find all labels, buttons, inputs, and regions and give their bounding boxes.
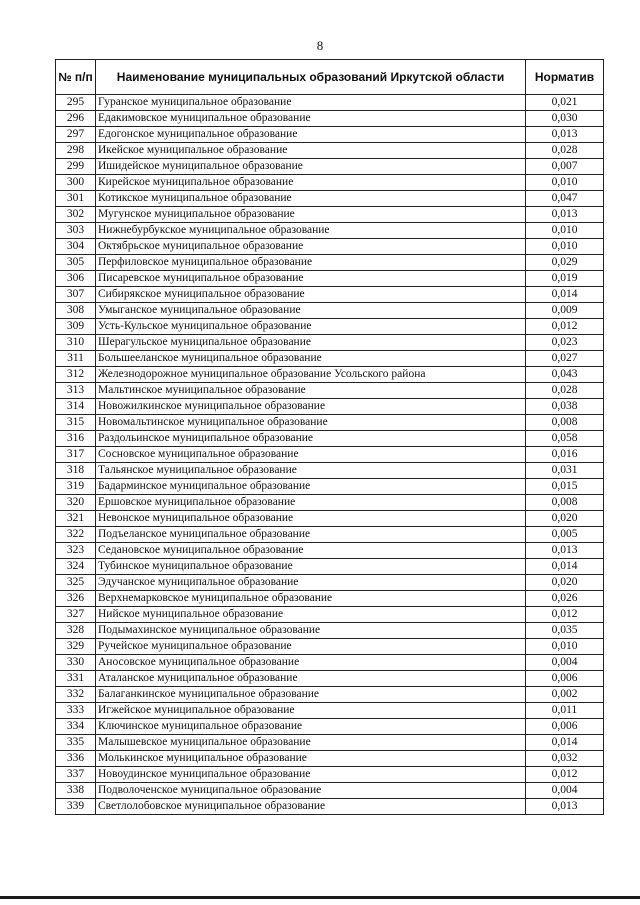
row-name: Писаревское муниципальное образование — [96, 271, 526, 287]
page-number: 8 — [316, 38, 324, 53]
row-number: 323 — [56, 543, 96, 559]
table-row — [56, 239, 604, 255]
row-name: Нижнебурбукское муниципальное образование — [96, 223, 526, 239]
row-number: 302 — [56, 207, 96, 223]
row-norm: 0,038 — [526, 399, 604, 415]
table-row — [56, 367, 604, 383]
row-number: 325 — [56, 575, 96, 591]
row-name: Железнодорожное муниципальное образование Усольского района — [96, 367, 526, 383]
row-number: 317 — [56, 447, 96, 463]
table-row — [56, 303, 604, 319]
row-number: 296 — [56, 111, 96, 127]
row-name: Подволоченское муниципальное образование — [96, 783, 526, 799]
table-header-row — [56, 60, 604, 95]
row-norm: 0,006 — [526, 719, 604, 735]
row-norm: 0,013 — [526, 207, 604, 223]
row-name: Нийское муниципальное образование — [96, 607, 526, 623]
row-name: Новоудинское муниципальное образование — [96, 767, 526, 783]
row-norm: 0,010 — [526, 175, 604, 191]
row-norm: 0,019 — [526, 271, 604, 287]
row-name: Раздольинское муниципальное образование — [96, 431, 526, 447]
row-number: 322 — [56, 527, 96, 543]
row-number: 337 — [56, 767, 96, 783]
row-number: 295 — [56, 95, 96, 111]
row-number: 311 — [56, 351, 96, 367]
table-row — [56, 623, 604, 639]
row-norm: 0,013 — [526, 799, 604, 815]
row-name: Сосновское муниципальное образование — [96, 447, 526, 463]
row-name: Тальянское муниципальное образование — [96, 463, 526, 479]
row-number: 312 — [56, 367, 96, 383]
row-norm: 0,014 — [526, 559, 604, 575]
row-norm: 0,006 — [526, 671, 604, 687]
row-norm: 0,028 — [526, 143, 604, 159]
table-row — [56, 271, 604, 287]
row-norm: 0,026 — [526, 591, 604, 607]
norms-table — [55, 59, 604, 815]
row-norm: 0,012 — [526, 607, 604, 623]
row-name: Эдучанское муниципальное образование — [96, 575, 526, 591]
row-number: 309 — [56, 319, 96, 335]
row-number: 339 — [56, 799, 96, 815]
header-name: Наименование муниципальных образований Иркутской области — [96, 60, 526, 95]
row-name: Подымахинское муниципальное образование — [96, 623, 526, 639]
row-number: 327 — [56, 607, 96, 623]
row-name: Новомальтинское муниципальное образование — [96, 415, 526, 431]
row-number: 318 — [56, 463, 96, 479]
row-name: Аносовское муниципальное образование — [96, 655, 526, 671]
row-name: Едогонское муниципальное образование — [96, 127, 526, 143]
row-number: 335 — [56, 735, 96, 751]
row-norm: 0,007 — [526, 159, 604, 175]
row-norm: 0,010 — [526, 223, 604, 239]
table-row — [56, 287, 604, 303]
table-row — [56, 111, 604, 127]
row-number: 307 — [56, 287, 96, 303]
row-number: 314 — [56, 399, 96, 415]
row-name: Мугунское муниципальное образование — [96, 207, 526, 223]
row-name: Кирейское муниципальное образование — [96, 175, 526, 191]
row-name: Котикское муниципальное образование — [96, 191, 526, 207]
row-number: 298 — [56, 143, 96, 159]
row-number: 324 — [56, 559, 96, 575]
table-row — [56, 223, 604, 239]
row-norm: 0,027 — [526, 351, 604, 367]
table-row — [56, 703, 604, 719]
table-row — [56, 639, 604, 655]
row-name: Умыганское муниципальное образование — [96, 303, 526, 319]
table-row — [56, 383, 604, 399]
table-row — [56, 527, 604, 543]
table-row — [56, 447, 604, 463]
row-norm: 0,029 — [526, 255, 604, 271]
row-norm: 0,009 — [526, 303, 604, 319]
row-number: 301 — [56, 191, 96, 207]
table-row — [56, 415, 604, 431]
row-name: Подъеланское муниципальное образование — [96, 527, 526, 543]
table-row — [56, 783, 604, 799]
table-row — [56, 799, 604, 815]
row-number: 303 — [56, 223, 96, 239]
row-name: Едакимовское муниципальное образование — [96, 111, 526, 127]
table-row — [56, 719, 604, 735]
row-name: Верхнемарковское муниципальное образование — [96, 591, 526, 607]
table-row — [56, 399, 604, 415]
row-norm: 0,012 — [526, 319, 604, 335]
row-norm: 0,011 — [526, 703, 604, 719]
row-number: 297 — [56, 127, 96, 143]
row-name: Светлолобовское муниципальное образование — [96, 799, 526, 815]
row-norm: 0,047 — [526, 191, 604, 207]
row-name: Усть-Кульское муниципальное образование — [96, 319, 526, 335]
table-row — [56, 191, 604, 207]
row-number: 300 — [56, 175, 96, 191]
header-norm: Норматив — [526, 60, 604, 95]
table-row — [56, 511, 604, 527]
row-norm: 0,016 — [526, 447, 604, 463]
row-name: Малышевское муниципальное образование — [96, 735, 526, 751]
row-norm: 0,012 — [526, 767, 604, 783]
row-number: 305 — [56, 255, 96, 271]
row-number: 306 — [56, 271, 96, 287]
row-name: Октябрьское муниципальное образование — [96, 239, 526, 255]
row-name: Перфиловское муниципальное образование — [96, 255, 526, 271]
table-row — [56, 255, 604, 271]
table-row — [56, 95, 604, 111]
row-norm: 0,030 — [526, 111, 604, 127]
row-norm: 0,028 — [526, 383, 604, 399]
table-row — [56, 159, 604, 175]
row-number: 313 — [56, 383, 96, 399]
row-norm: 0,058 — [526, 431, 604, 447]
row-number: 308 — [56, 303, 96, 319]
row-name: Новожилкинское муниципальное образование — [96, 399, 526, 415]
row-number: 336 — [56, 751, 96, 767]
row-name: Ключинское муниципальное образование — [96, 719, 526, 735]
row-number: 315 — [56, 415, 96, 431]
row-number: 299 — [56, 159, 96, 175]
table-row — [56, 207, 604, 223]
table-row — [56, 671, 604, 687]
row-name: Седановское муниципальное образование — [96, 543, 526, 559]
row-name: Невонское муниципальное образование — [96, 511, 526, 527]
row-name: Балаганкинское муниципальное образование — [96, 687, 526, 703]
header-number: № п/п — [56, 60, 96, 95]
table-row — [56, 575, 604, 591]
table-row — [56, 175, 604, 191]
row-name: Тубинское муниципальное образование — [96, 559, 526, 575]
row-name: Ишидейское муниципальное образование — [96, 159, 526, 175]
table-row — [56, 735, 604, 751]
row-number: 330 — [56, 655, 96, 671]
row-norm: 0,020 — [526, 511, 604, 527]
row-name: Гуранское муниципальное образование — [96, 95, 526, 111]
table-row — [56, 607, 604, 623]
table-row — [56, 543, 604, 559]
table-row — [56, 335, 604, 351]
row-number: 326 — [56, 591, 96, 607]
table-row — [56, 351, 604, 367]
table-row — [56, 559, 604, 575]
row-norm: 0,031 — [526, 463, 604, 479]
table-row — [56, 127, 604, 143]
table-body — [56, 95, 604, 815]
row-number: 316 — [56, 431, 96, 447]
row-norm: 0,032 — [526, 751, 604, 767]
row-name: Бадарминское муниципальное образование — [96, 479, 526, 495]
table-row — [56, 143, 604, 159]
row-norm: 0,023 — [526, 335, 604, 351]
row-number: 320 — [56, 495, 96, 511]
row-norm: 0,013 — [526, 543, 604, 559]
row-norm: 0,004 — [526, 655, 604, 671]
row-number: 304 — [56, 239, 96, 255]
table-row — [56, 591, 604, 607]
row-number: 319 — [56, 479, 96, 495]
row-norm: 0,008 — [526, 415, 604, 431]
row-norm: 0,035 — [526, 623, 604, 639]
row-norm: 0,015 — [526, 479, 604, 495]
row-norm: 0,002 — [526, 687, 604, 703]
row-norm: 0,043 — [526, 367, 604, 383]
row-number: 310 — [56, 335, 96, 351]
table-row — [56, 319, 604, 335]
row-name: Шерагульское муниципальное образование — [96, 335, 526, 351]
table-row — [56, 463, 604, 479]
row-norm: 0,005 — [526, 527, 604, 543]
page-bottom-rule — [0, 896, 640, 899]
row-name: Сибирякское муниципальное образование — [96, 287, 526, 303]
table-row — [56, 767, 604, 783]
row-name: Молькинское муниципальное образование — [96, 751, 526, 767]
row-norm: 0,010 — [526, 239, 604, 255]
row-norm: 0,010 — [526, 639, 604, 655]
row-name: Икейское муниципальное образование — [96, 143, 526, 159]
table-row — [56, 655, 604, 671]
table-row — [56, 431, 604, 447]
row-number: 328 — [56, 623, 96, 639]
row-number: 332 — [56, 687, 96, 703]
row-name: Ершовское муниципальное образование — [96, 495, 526, 511]
row-number: 338 — [56, 783, 96, 799]
row-number: 329 — [56, 639, 96, 655]
row-name: Ручейское муниципальное образование — [96, 639, 526, 655]
row-norm: 0,014 — [526, 735, 604, 751]
row-name: Мальтинское муниципальное образование — [96, 383, 526, 399]
row-name: Большееланское муниципальное образование — [96, 351, 526, 367]
table-row — [56, 687, 604, 703]
row-norm: 0,021 — [526, 95, 604, 111]
row-norm: 0,008 — [526, 495, 604, 511]
row-number: 331 — [56, 671, 96, 687]
row-norm: 0,004 — [526, 783, 604, 799]
row-norm: 0,014 — [526, 287, 604, 303]
table-row — [56, 495, 604, 511]
table-row — [56, 751, 604, 767]
row-norm: 0,020 — [526, 575, 604, 591]
row-number: 321 — [56, 511, 96, 527]
table-row — [56, 479, 604, 495]
row-norm: 0,013 — [526, 127, 604, 143]
row-name: Аталанское муниципальное образование — [96, 671, 526, 687]
row-number: 334 — [56, 719, 96, 735]
row-number: 333 — [56, 703, 96, 719]
row-name: Игжейское муниципальное образование — [96, 703, 526, 719]
